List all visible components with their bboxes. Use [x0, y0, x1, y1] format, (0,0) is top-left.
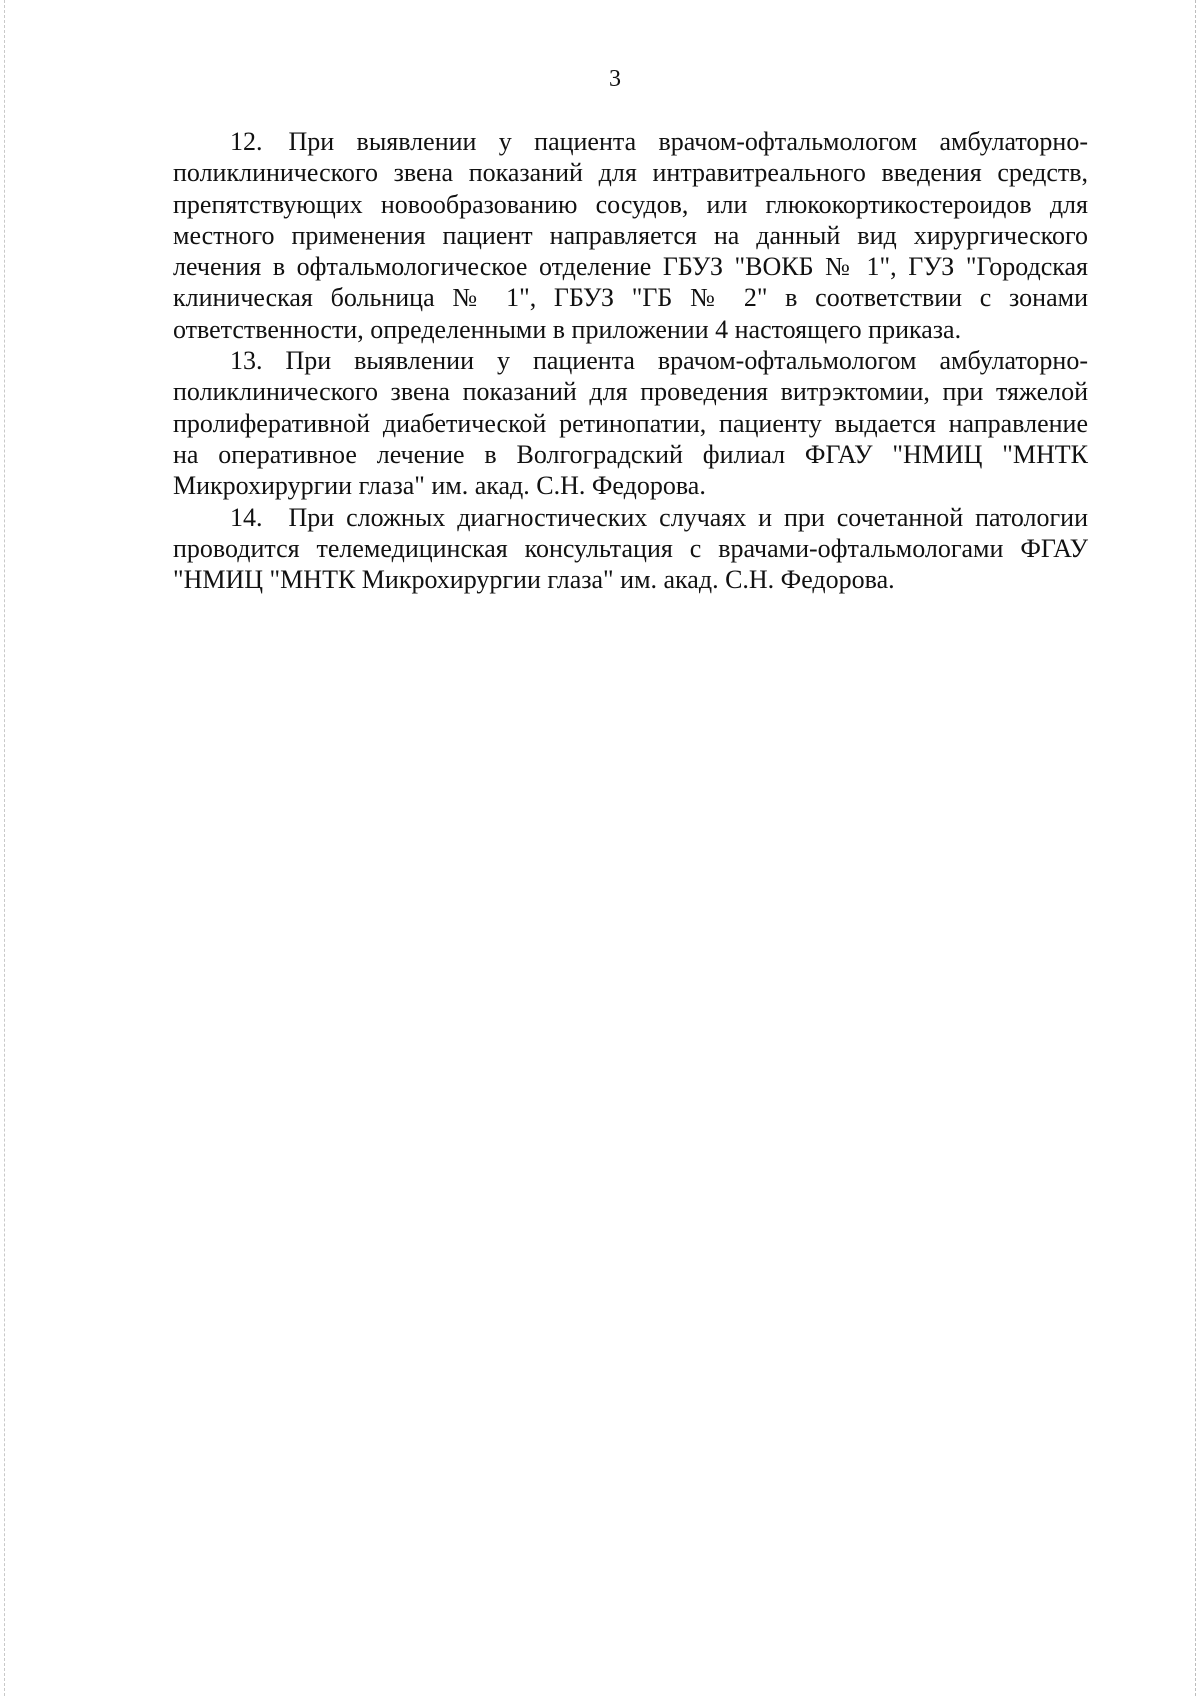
- paragraph-13: 13. При выявлении у пациента врачом-офтальмологом амбулаторно-поликлинического звена показаний для проведения витрэктомии, при тяжелой пролиферативной диабетической ретинопатии, пациенту выдается направление на оперативное лечение в Волгоградский филиал ФГАУ "НМИЦ "МНТК Микрохирургии глаза" им. акад. С.Н. Федорова.: [173, 346, 1088, 501]
- page-number: 3: [609, 66, 621, 92]
- scan-edge-right: [1195, 0, 1197, 1696]
- scan-edge-left: [4, 0, 6, 1696]
- paragraph-12: 12. При выявлении у пациента врачом-офтальмологом амбулаторно-поликлинического звена показаний для интравитреального введения средств, препятствующих новообразованию сосудов, или глюкокортикостероидов для местного применения пациент направляется на данный вид хирургического лечения в офтальмологическое отделение ГБУЗ "ВОКБ № 1", ГУЗ "Городская клиническая больница № 1", ГБУЗ "ГБ № 2" в соответствии с зонами ответственности, определенными в приложении 4 настоящего приказа.: [173, 127, 1088, 344]
- paragraph-14: 14. При сложных диагностических случаях и при сочетанной патологии проводится телемедицинская консультация с врачами-офтальмологами ФГАУ "НМИЦ "МНТК Микрохирургии глаза" им. акад. С.Н. Федорова.: [173, 502, 1088, 595]
- document-body: [173, 126, 1088, 595]
